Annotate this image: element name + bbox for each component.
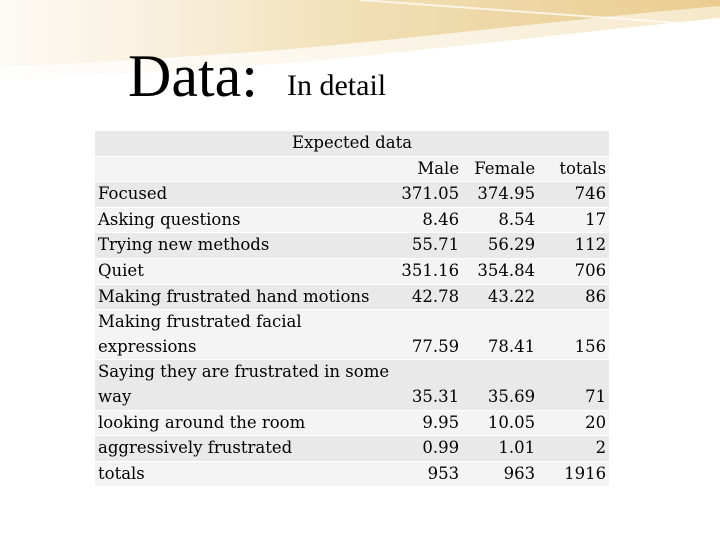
cell-male: 9.95 xyxy=(392,410,462,436)
row-label-line: Making frustrated hand motions xyxy=(98,286,370,306)
row-label xyxy=(95,436,392,462)
cell-total: 17 xyxy=(538,207,609,233)
header-row xyxy=(95,156,609,182)
row-label-line: Quiet xyxy=(98,260,144,280)
header-female: Female xyxy=(462,156,538,182)
row-label-line: expressions xyxy=(98,336,197,356)
header-male: Male xyxy=(392,156,462,182)
cell-total: 71 xyxy=(538,360,609,410)
slide-title: Data: xyxy=(128,43,258,109)
row-label xyxy=(95,410,392,436)
row-label-line: looking around the room xyxy=(98,412,306,432)
row-label xyxy=(95,258,392,284)
row-label xyxy=(95,360,392,410)
row-label xyxy=(95,284,392,310)
row-label-line: Making frustrated facial xyxy=(98,312,302,332)
table-row xyxy=(95,436,609,462)
table-row xyxy=(95,207,609,233)
table-row xyxy=(95,360,609,410)
cell-male: 35.31 xyxy=(392,360,462,410)
table-caption: Expected data xyxy=(95,131,609,156)
row-label-line: aggressively frustrated xyxy=(98,438,293,458)
row-label xyxy=(95,461,392,487)
table-row xyxy=(95,182,609,208)
cell-female: 56.29 xyxy=(462,233,538,259)
table-row xyxy=(95,310,609,360)
caption-row xyxy=(95,131,609,156)
table-row xyxy=(95,258,609,284)
cell-male: 8.46 xyxy=(392,207,462,233)
cell-total: 1916 xyxy=(538,461,609,487)
cell-female: 8.54 xyxy=(462,207,538,233)
header-totals: totals xyxy=(538,156,609,182)
row-label-line: Asking questions xyxy=(98,209,241,229)
cell-total: 706 xyxy=(538,258,609,284)
cell-male: 351.16 xyxy=(392,258,462,284)
cell-total: 86 xyxy=(538,284,609,310)
cell-male: 953 xyxy=(392,461,462,487)
row-label xyxy=(95,182,392,208)
cell-male: 55.71 xyxy=(392,233,462,259)
row-label xyxy=(95,310,392,360)
row-label-line: way xyxy=(98,386,132,406)
cell-total: 746 xyxy=(538,182,609,208)
cell-female: 78.41 xyxy=(462,310,538,360)
table-row xyxy=(95,233,609,259)
row-label xyxy=(95,207,392,233)
cell-female: 374.95 xyxy=(462,182,538,208)
row-label-line: Trying new methods xyxy=(98,235,270,255)
row-label xyxy=(95,233,392,259)
expected-data-table xyxy=(95,131,609,487)
row-label-line: Saying they are frustrated in some xyxy=(98,362,390,382)
cell-female: 43.22 xyxy=(462,284,538,310)
cell-male: 371.05 xyxy=(392,182,462,208)
row-label-line: totals xyxy=(98,463,145,483)
slide-subtitle: In detail xyxy=(287,69,387,102)
table-row xyxy=(95,284,609,310)
cell-female: 963 xyxy=(462,461,538,487)
cell-female: 354.84 xyxy=(462,258,538,284)
cell-male: 77.59 xyxy=(392,310,462,360)
cell-male: 42.78 xyxy=(392,284,462,310)
cell-female: 10.05 xyxy=(462,410,538,436)
table-row xyxy=(95,410,609,436)
cell-total: 2 xyxy=(538,436,609,462)
cell-female: 1.01 xyxy=(462,436,538,462)
cell-total: 20 xyxy=(538,410,609,436)
header-blank-cell xyxy=(95,156,392,182)
cell-male: 0.99 xyxy=(392,436,462,462)
cell-female: 35.69 xyxy=(462,360,538,410)
cell-total: 156 xyxy=(538,310,609,360)
cell-total: 112 xyxy=(538,233,609,259)
row-label-line: Focused xyxy=(98,184,168,204)
table-row xyxy=(95,461,609,487)
